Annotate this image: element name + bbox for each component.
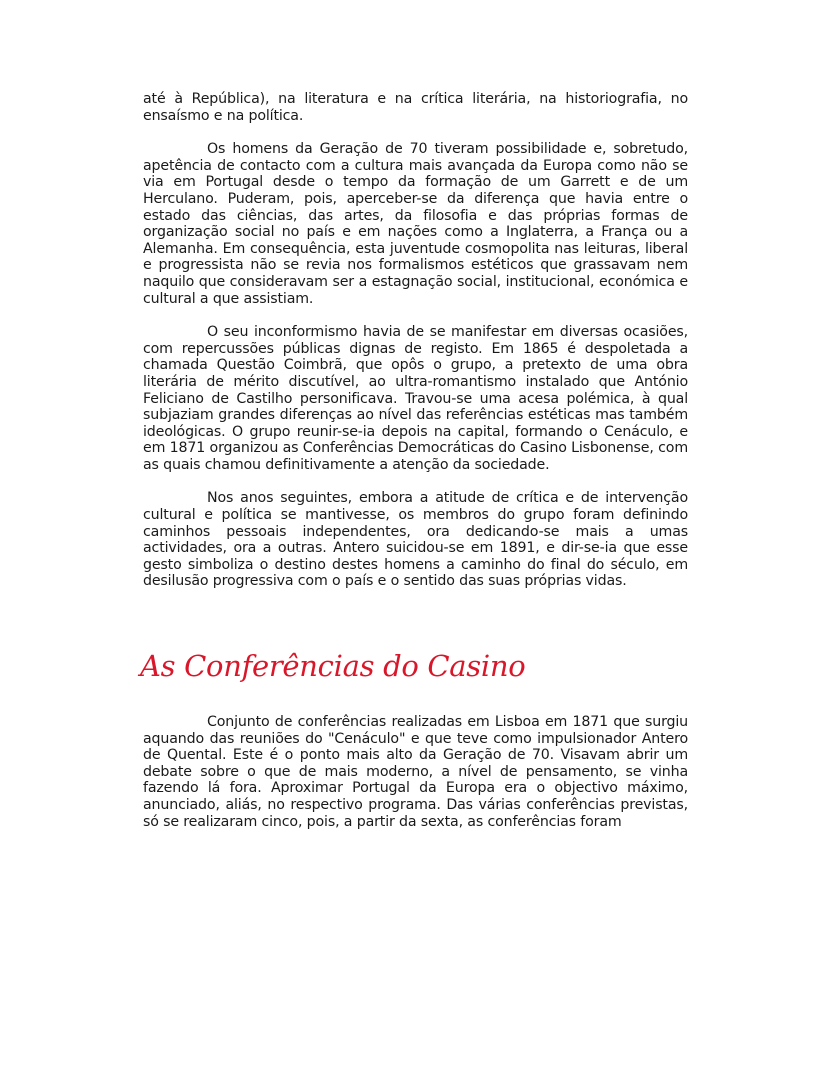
paragraph-inconformismo: O seu inconformismo havia de se manifestar em diversas ocasiões, com repercussões públicas dignas de registo. Em 1865 é despoletada a chamada Questão Coimbrã, que opôs o grupo, a pretexto de uma obra literária de mérito discutível, ao ultra-romantismo instalado que António Feliciano de Castilho personificava. Travou-se uma acesa polémica, à qual subjaziam grandes diferenças ao nível das referências estéticas mas também ideológicas. O grupo reunir-se-ia depois na capital, formando o Cenáculo, e em 1871 organizou as Conferências Democráticas do Casino Lisbonense, com as quais chamou definitivamente a atenção da sociedade. — [143, 324, 688, 473]
paragraph-continuation: até à República), na literatura e na crítica literária, na historiografia, no ensaísmo e na política. — [143, 91, 688, 124]
paragraph-conferencias: Conjunto de conferências realizadas em Lisboa em 1871 que surgiu aquando das reuniões do "Cenáculo" e que teve como impulsionador Antero de Quental. Este é o ponto mais alto da Geração de 70. Visavam abrir um debate sobre o que de mais moderno, a nível de pensamento, se vinha fazendo lá fora. Aproximar Portugal da Europa era o objectivo máximo, anunciado, aliás, no respectivo programa. Das várias conferências previstas, só se realizaram cinco, pois, a partir da sexta, as conferências foram — [143, 714, 688, 830]
paragraph-anos-seguintes: Nos anos seguintes, embora a atitude de crítica e de intervenção cultural e política se mantivesse, os membros do grupo foram definindo caminhos pessoais independentes, ora dedicando-se mais a umas actividades, ora a outras. Antero suicidou-se em 1891, e dir-se-ia que esse gesto simboliza o destino destes homens a caminho do final do século, em desilusão progressiva com o país e o sentido das suas próprias vidas. — [143, 490, 688, 590]
section-heading: As Conferências do Casino — [140, 649, 526, 684]
paragraph-geracao-70: Os homens da Geração de 70 tiveram possibilidade e, sobretudo, apetência de contacto com a cultura mais avançada da Europa como não se via em Portugal desde o tempo da formação de um Garrett e de um Herculano. Puderam, pois, aperceber-se da diferença que havia entre o estado das ciências, das artes, da filosofia e das próprias formas de organização social no país e em nações como a Inglaterra, a França ou a Alemanha. Em consequência, esta juventude cosmopolita nas leituras, liberal e progressista não se revia nos formalismos estéticos que grassavam nem naquilo que consideravam ser a estagnação social, institucional, económica e cultural a que assistiam. — [143, 141, 688, 307]
section-body — [143, 714, 688, 830]
document-page — [140, 91, 688, 830]
